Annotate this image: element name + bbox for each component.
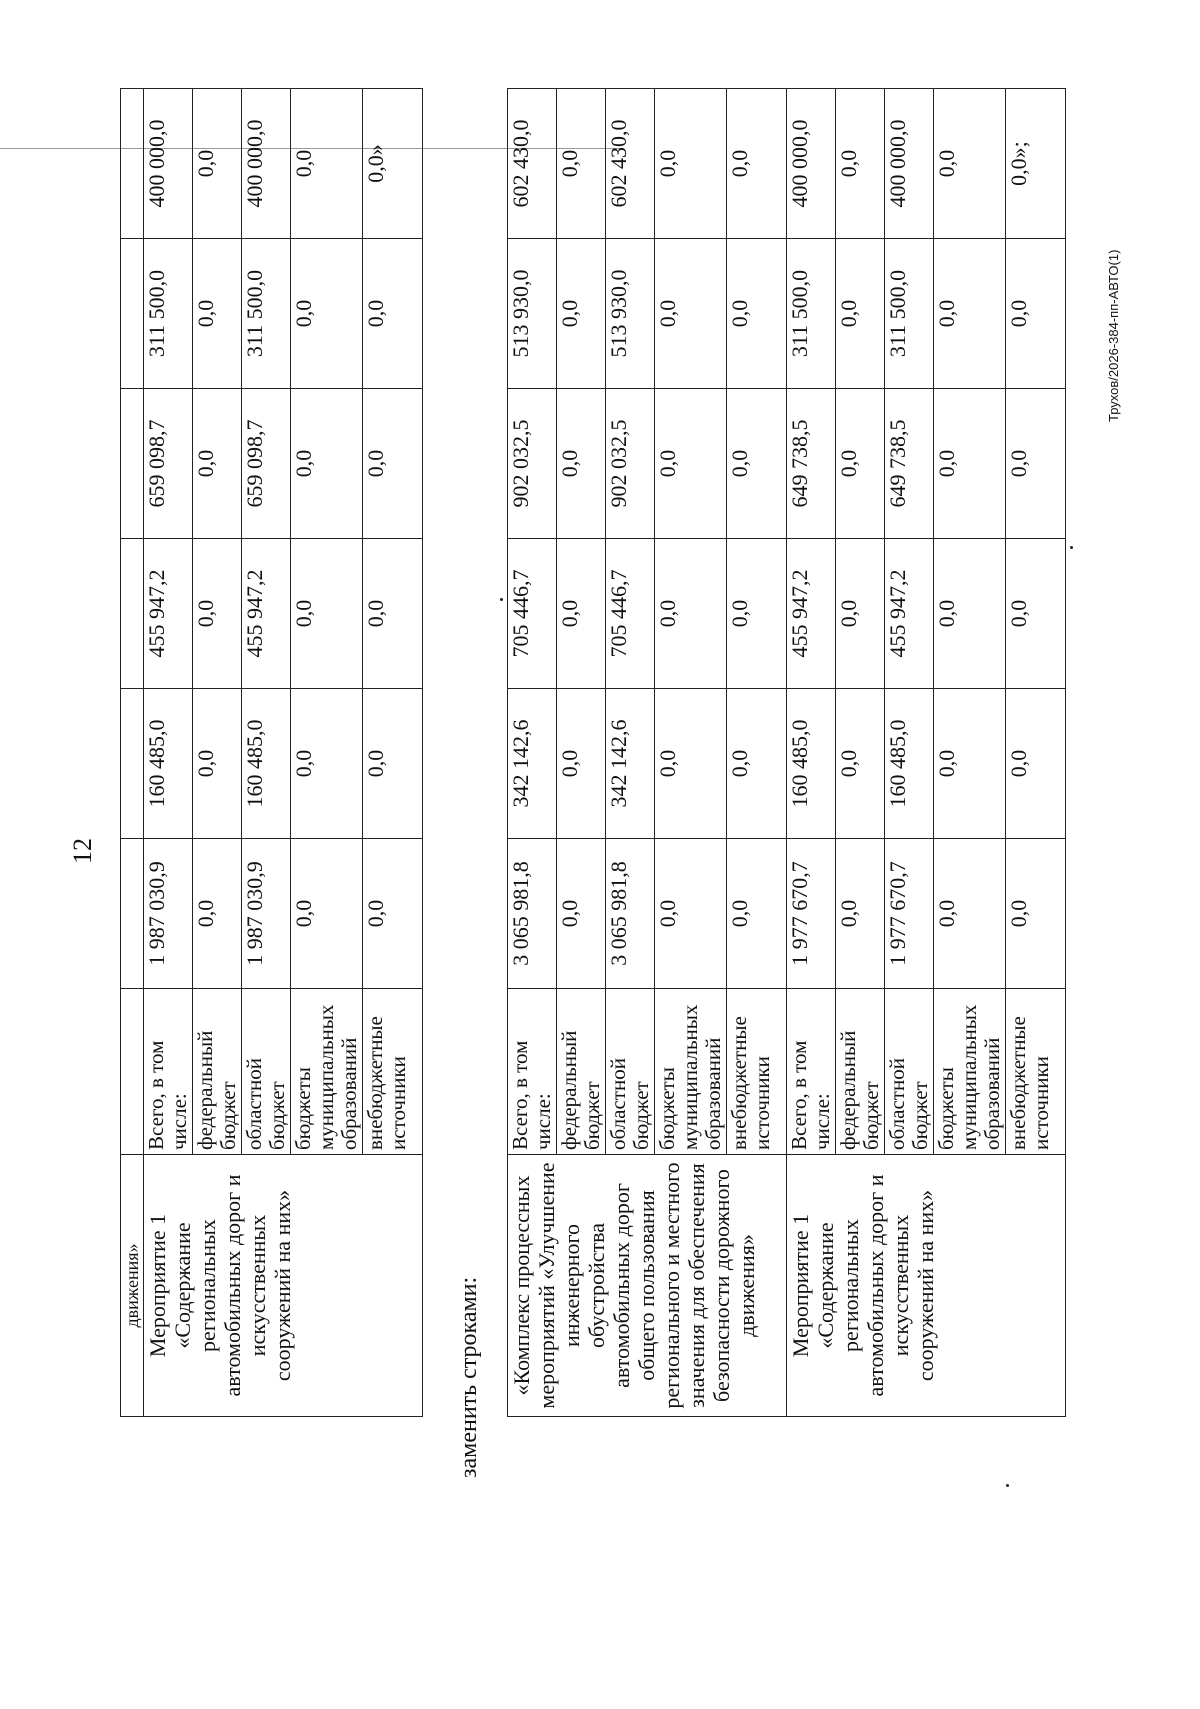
amount-cell: 513 930,0 <box>508 239 557 389</box>
amount-cell: 0,0 <box>193 839 242 989</box>
amount-cell: 0,0 <box>557 839 606 989</box>
amount-cell: 649 738,5 <box>787 389 836 539</box>
amount-cell: 311 500,0 <box>144 239 193 389</box>
amount-cell: 160 485,0 <box>885 689 934 839</box>
amount-cell: 0,0 <box>934 839 1006 989</box>
funding-source-cell: бюджеты муниципальных образований <box>934 989 1006 1155</box>
amount-cell: 602 430,0 <box>606 89 655 239</box>
amount-cell: 400 000,0 <box>885 89 934 239</box>
funding-source-cell: бюджеты муниципальных образований <box>291 989 363 1155</box>
amount-cell: 160 485,0 <box>242 689 291 839</box>
amount-cell: 0,0 <box>727 689 787 839</box>
amount-cell: 160 485,0 <box>144 689 193 839</box>
amount-cell: 0,0 <box>934 689 1006 839</box>
amount-cell: 0,0 <box>557 89 606 239</box>
amount-cell: 0,0 <box>291 689 363 839</box>
empty-header-cell <box>121 389 144 539</box>
amount-cell: 0,0 <box>727 839 787 989</box>
activity-name-cell: Мероприятие 1 «Содержание региональных автомобильных дорог и искусственных сооружений на них» <box>787 1155 1066 1417</box>
empty-header-cell <box>121 539 144 689</box>
funding-source-cell: федеральный бюджет <box>193 989 242 1155</box>
amount-cell: 0,0 <box>291 89 363 239</box>
amount-cell: 0,0 <box>193 239 242 389</box>
amount-cell: 0,0 <box>655 389 727 539</box>
amount-cell: 455 947,2 <box>885 539 934 689</box>
amount-cell: 0,0 <box>193 539 242 689</box>
funding-source-cell: Всего, в том числе: <box>787 989 836 1155</box>
activity-name-cell: Мероприятие 1 «Содержание региональных автомобильных дорог и искусственных сооружений на них» <box>144 1155 423 1417</box>
amount-cell: 0,0 <box>655 239 727 389</box>
amount-cell: 0,0 <box>193 689 242 839</box>
scan-speck <box>500 598 503 601</box>
amount-cell: 400 000,0 <box>144 89 193 239</box>
table-row <box>508 89 557 1417</box>
funding-source-cell: Всего, в том числе: <box>144 989 193 1155</box>
amount-cell: 0,0 <box>934 539 1006 689</box>
amount-cell: 3 065 981,8 <box>606 839 655 989</box>
funding-table-original <box>120 88 423 1417</box>
amount-cell: 0,0 <box>655 689 727 839</box>
amount-cell: 902 032,5 <box>606 389 655 539</box>
amount-cell: 0,0 <box>836 689 885 839</box>
amount-cell: 902 032,5 <box>508 389 557 539</box>
amount-cell: 0,0 <box>193 389 242 539</box>
amount-cell: 0,0 <box>727 539 787 689</box>
amount-cell: 0,0 <box>363 389 423 539</box>
amount-cell: 0,0 <box>363 239 423 389</box>
funding-source-cell: областной бюджет <box>242 989 291 1155</box>
funding-source-cell: федеральный бюджет <box>836 989 885 1155</box>
amount-cell: 455 947,2 <box>787 539 836 689</box>
amount-cell: 455 947,2 <box>144 539 193 689</box>
table-header-row <box>121 89 144 1417</box>
amount-cell: 0,0 <box>836 389 885 539</box>
amount-cell: 0,0 <box>1006 839 1066 989</box>
amount-cell: 649 738,5 <box>885 389 934 539</box>
amount-cell: 0,0 <box>836 839 885 989</box>
amount-cell: 0,0 <box>291 389 363 539</box>
amount-cell: 0,0 <box>291 839 363 989</box>
amount-cell: 1 977 670,7 <box>787 839 836 989</box>
amount-cell: 705 446,7 <box>508 539 557 689</box>
amount-cell: 0,0 <box>557 689 606 839</box>
funding-source-cell: областной бюджет <box>606 989 655 1155</box>
empty-header-cell <box>121 689 144 839</box>
amount-cell: 1 987 030,9 <box>242 839 291 989</box>
funding-source-cell: внебюджетные источники <box>727 989 787 1155</box>
amount-cell: 0,0 <box>934 89 1006 239</box>
funding-source-cell: областной бюджет <box>885 989 934 1155</box>
continued-header-cell: движения» <box>121 1155 144 1417</box>
amount-cell: 0,0 <box>363 689 423 839</box>
amount-cell: 659 098,7 <box>144 389 193 539</box>
funding-table-replacement <box>507 88 1066 1417</box>
amount-cell: 0,0 <box>193 89 242 239</box>
empty-header-cell <box>121 89 144 239</box>
scan-speck <box>1070 546 1073 549</box>
empty-header-cell <box>121 989 144 1155</box>
amount-cell: 0,0 <box>1006 539 1066 689</box>
amount-cell: 0,0 <box>557 239 606 389</box>
amount-cell: 0,0 <box>363 539 423 689</box>
amount-cell: 0,0 <box>557 539 606 689</box>
amount-cell: 0,0 <box>291 539 363 689</box>
amount-cell: 1 977 670,7 <box>885 839 934 989</box>
amount-cell: 400 000,0 <box>242 89 291 239</box>
table-row <box>787 89 836 1417</box>
amount-cell: 0,0 <box>291 239 363 389</box>
scan-speck <box>1006 1484 1009 1487</box>
amount-cell: 0,0» <box>363 89 423 239</box>
amount-cell: 0,0 <box>727 89 787 239</box>
amount-cell: 0,0 <box>655 89 727 239</box>
amount-cell: 400 000,0 <box>787 89 836 239</box>
amount-cell: 0,0 <box>1006 689 1066 839</box>
amount-cell: 513 930,0 <box>606 239 655 389</box>
replace-with-rows-text: заменить строками: <box>456 1276 482 1478</box>
amount-cell: 0,0 <box>727 389 787 539</box>
amount-cell: 0,0 <box>934 389 1006 539</box>
document-id-footer: Трухов/2026-384-пп-АВТО(1) <box>1106 249 1121 422</box>
amount-cell: 342 142,6 <box>508 689 557 839</box>
empty-header-cell <box>121 839 144 989</box>
amount-cell: 1 987 030,9 <box>144 839 193 989</box>
amount-cell: 705 446,7 <box>606 539 655 689</box>
page-number: 12 <box>68 838 97 864</box>
amount-cell: 659 098,7 <box>242 389 291 539</box>
amount-cell: 3 065 981,8 <box>508 839 557 989</box>
amount-cell: 455 947,2 <box>242 539 291 689</box>
amount-cell: 0,0 <box>836 539 885 689</box>
amount-cell: 0,0»; <box>1006 89 1066 239</box>
amount-cell: 311 500,0 <box>787 239 836 389</box>
funding-source-cell: Всего, в том числе: <box>508 989 557 1155</box>
amount-cell: 0,0 <box>655 539 727 689</box>
funding-source-cell: бюджеты муниципальных образований <box>655 989 727 1155</box>
amount-cell: 311 500,0 <box>242 239 291 389</box>
amount-cell: 0,0 <box>1006 239 1066 389</box>
amount-cell: 0,0 <box>363 839 423 989</box>
activity-name-cell: «Комплекс процессных мероприятий «Улучшение инженерного обустройства автомобильных дорог общего пользования регионального и местного значения для обеспечения безопасности дорожного движения» <box>508 1155 787 1417</box>
table-row <box>144 89 193 1417</box>
amount-cell: 0,0 <box>934 239 1006 389</box>
amount-cell: 160 485,0 <box>787 689 836 839</box>
empty-header-cell <box>121 239 144 389</box>
funding-source-cell: внебюджетные источники <box>1006 989 1066 1155</box>
amount-cell: 0,0 <box>836 239 885 389</box>
amount-cell: 0,0 <box>727 239 787 389</box>
amount-cell: 0,0 <box>557 389 606 539</box>
amount-cell: 0,0 <box>1006 389 1066 539</box>
amount-cell: 0,0 <box>836 89 885 239</box>
amount-cell: 342 142,6 <box>606 689 655 839</box>
amount-cell: 0,0 <box>655 839 727 989</box>
amount-cell: 602 430,0 <box>508 89 557 239</box>
amount-cell: 311 500,0 <box>885 239 934 389</box>
funding-source-cell: федеральный бюджет <box>557 989 606 1155</box>
funding-source-cell: внебюджетные источники <box>363 989 423 1155</box>
